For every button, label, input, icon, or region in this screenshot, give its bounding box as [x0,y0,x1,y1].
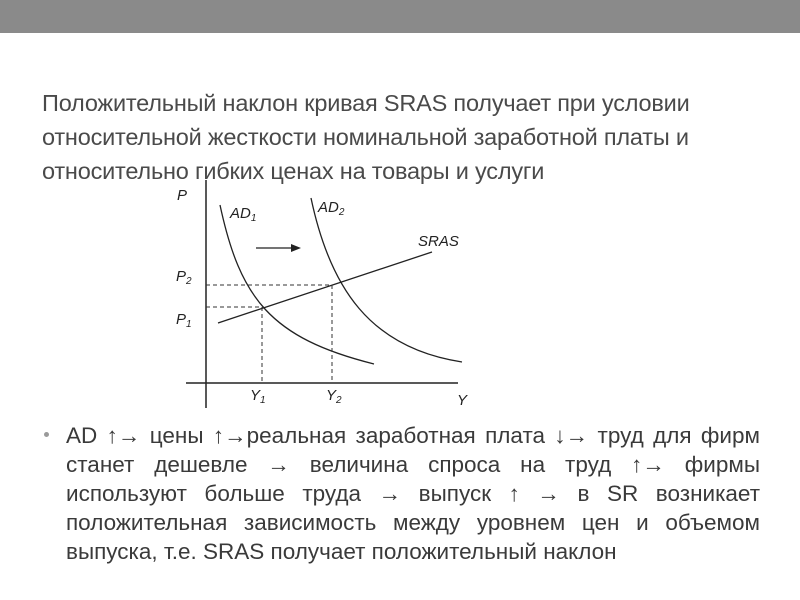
p2-label: $P_2$ [176,268,192,287]
ad-sras-diagram [160,178,490,418]
bullet-dot [44,432,49,437]
bullet-text: AD ↑→ цены ↑→реальная заработная плата ↓→ труд для фирм станет дешевле → величина спроса на труд ↑→ фирмы используют больше труда → выпуск ↑ → в SR возникает положительная зависимость между уровнем цен и объемом выпуска, т.е. SRAS получает положительный наклон [66,423,760,564]
ad2-curve [311,198,462,362]
title-line-1: Положительный наклон кривая SRAS получает при условии [42,90,690,116]
slide-title [42,86,772,188]
sras-curve [218,252,432,323]
sras-label: SRAS [418,233,459,250]
p1-label: $P_1$ [176,311,192,330]
axis-x-label: Y [457,392,468,409]
y1-label: $Y_1$ [250,387,266,406]
top-bar [0,0,800,33]
bullet-list [44,421,760,566]
ad2-label: $AD_2$ [318,199,345,218]
axis-y-label: P [177,187,188,204]
title-line-3: относительно гибких ценах на товары и услуги [42,158,545,184]
shift-arrow-head [291,244,301,252]
ad1-label: $AD_1$ [230,205,257,224]
y2-label: $Y_2$ [326,387,342,406]
title-line-2: относительной жесткости номинальной заработной платы и [42,124,689,150]
